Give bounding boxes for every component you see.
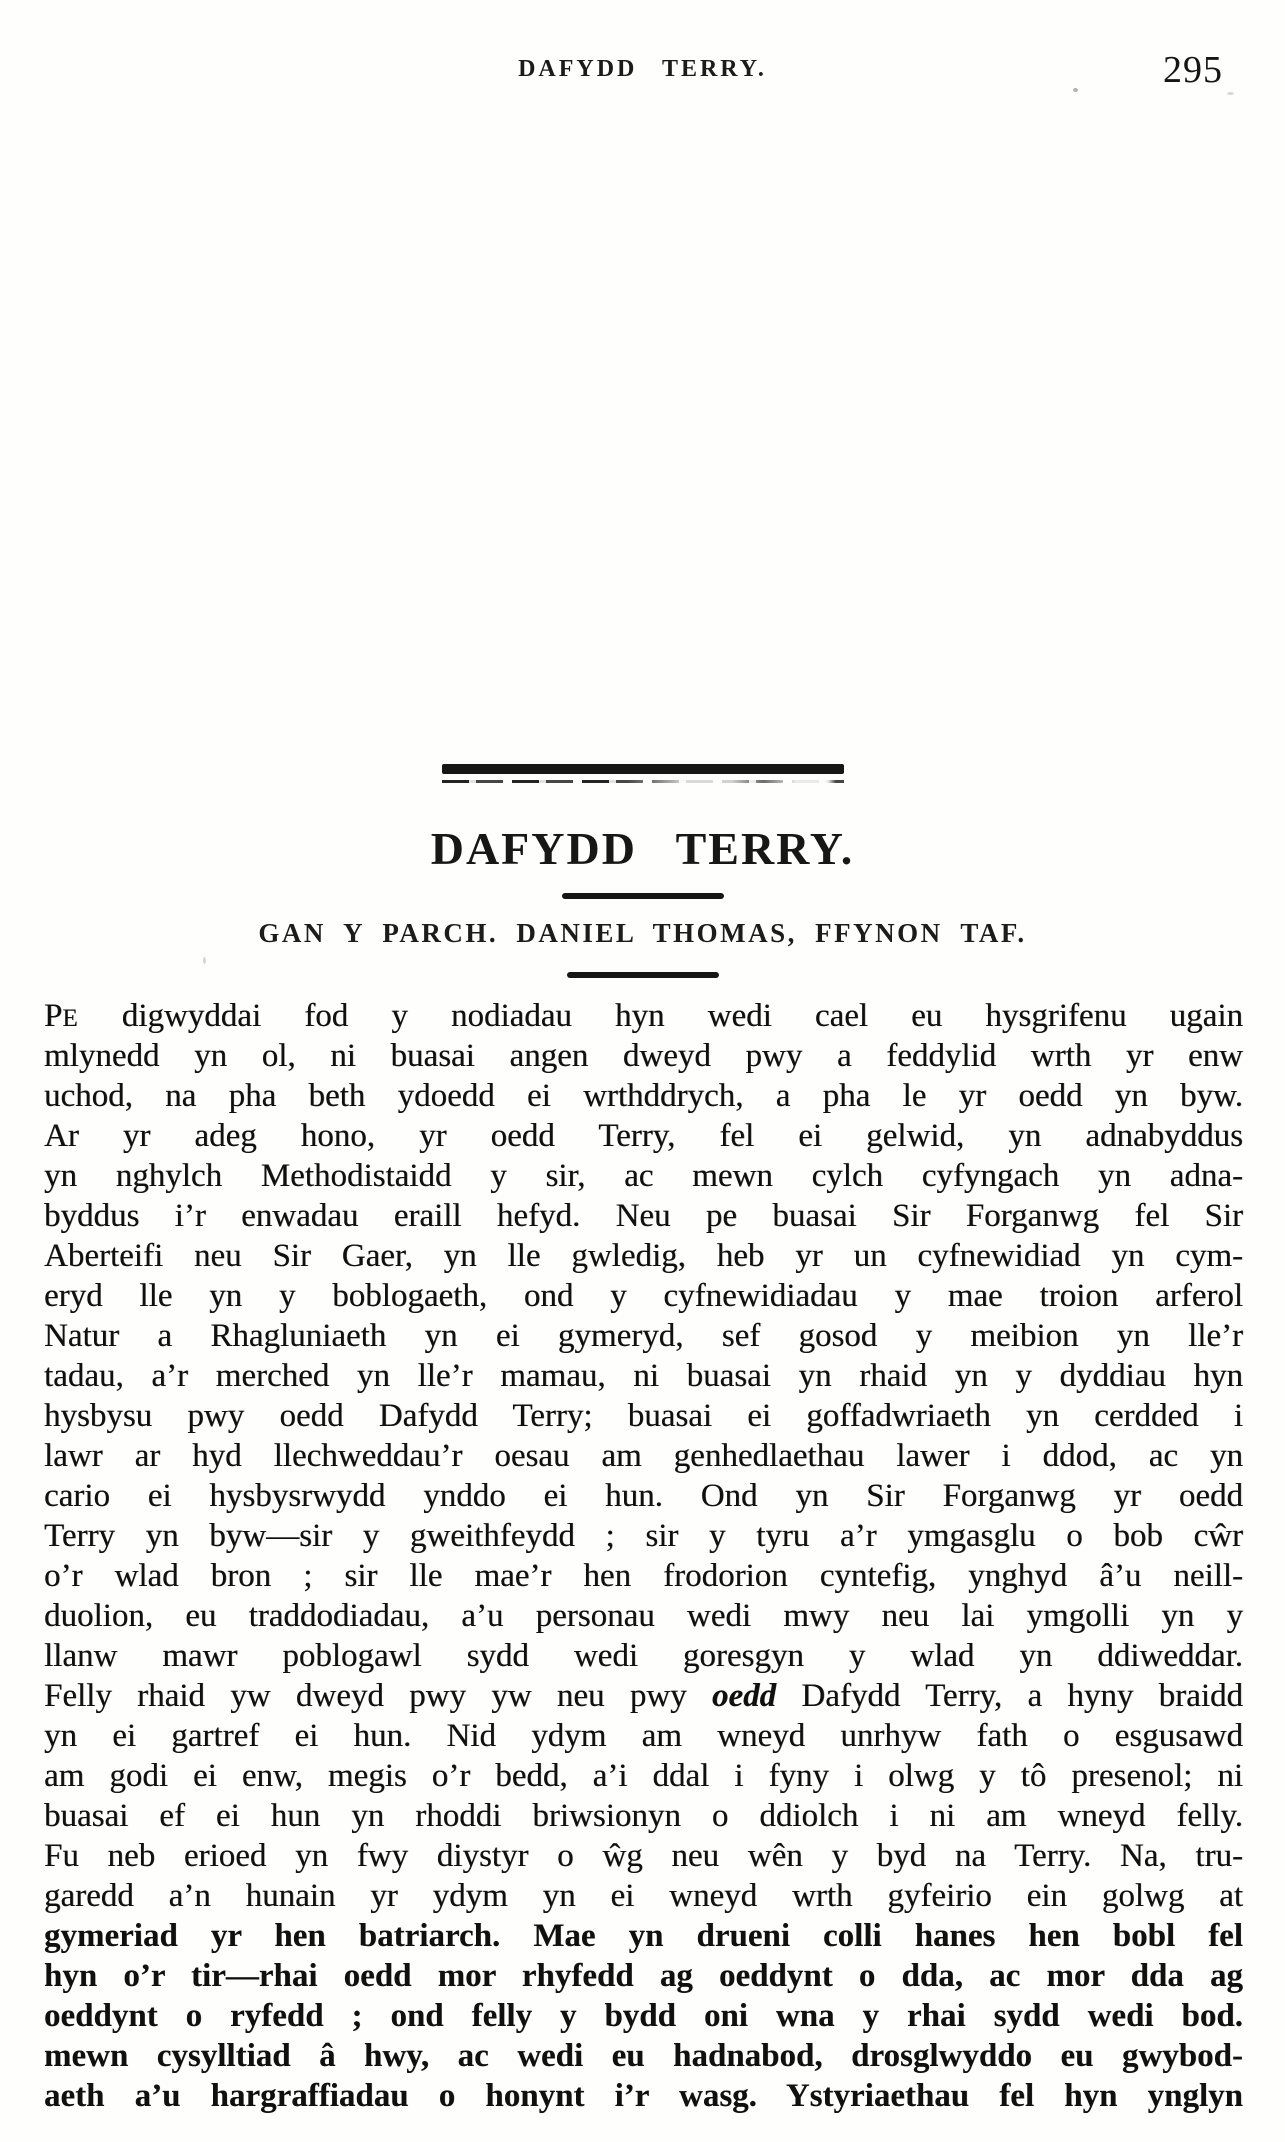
running-header-title: DAFYDD TERRY.	[518, 56, 767, 82]
text-line	[44, 1076, 1243, 1116]
running-header	[0, 49, 1285, 110]
body-text	[44, 996, 1243, 2116]
text-line	[44, 1796, 1243, 1836]
text-segment: Aberteifi neu Sir Gaer, yn lle gwledig, heb yr un cyfnewidiad yn cym-	[44, 1238, 1243, 1274]
text-line	[44, 1636, 1243, 1676]
text-segment: llanw mawr poblogawl sydd wedi goresgyn y wlad yn ddiweddar.	[44, 1638, 1243, 1674]
text-line	[44, 2036, 1243, 2076]
text-segment: mlynedd yn ol, ni buasai angen dweyd pwy a feddylid wrth yr enw	[44, 1038, 1243, 1074]
text-line	[44, 996, 1243, 1036]
text-segment: Fu neb erioed yn fwy diystyr o ŵg neu wên y byd na Terry. Na, tru-	[44, 1838, 1243, 1874]
text-line	[44, 1236, 1243, 1276]
text-line	[44, 1676, 1243, 1716]
divider-thick-rule	[442, 764, 844, 774]
byline-rule	[567, 972, 719, 978]
text-segment: aeth a’u hargraffiadau o honynt i’r wasg. Ystyriaethau fel hyn ynglyn	[44, 2078, 1243, 2114]
text-segment: lawr ar hyd llechweddau’r oesau am genhedlaethau lawer i ddod, ac yn	[44, 1438, 1243, 1474]
text-segment: eryd lle yn y boblogaeth, ond y cyfnewidiadau y mae troion arferol	[44, 1278, 1243, 1314]
text-segment: Ar yr adeg hono, yr oedd Terry, fel ei gelwid, yn adnabyddus	[44, 1118, 1243, 1154]
text-segment: duolion, eu traddodiadau, a’u personau wedi mwy neu lai ymgolli yn y	[44, 1598, 1243, 1634]
text-segment: buasai ef ei hun yn rhoddi briwsionyn o ddiolch i ni am wneyd felly.	[44, 1798, 1243, 1834]
text-segment-smallcap: E	[62, 1005, 79, 1032]
text-line	[44, 1916, 1243, 1956]
byline: GAN Y PARCH. DANIEL THOMAS, FFYNON TAF.	[258, 918, 1027, 948]
scan-speck	[1073, 88, 1078, 92]
divider-thin-rule	[442, 780, 844, 783]
text-segment: tadau, a’r merched yn lle’r mamau, ni buasai yn rhaid yn y dyddiau hyn	[44, 1358, 1243, 1394]
text-segment: yn nghylch Methodistaidd y sir, ac mewn cylch cyfyngach yn adna-	[44, 1158, 1243, 1194]
text-segment: hysbysu pwy oedd Dafydd Terry; buasai ei goffadwriaeth yn cerdded i	[44, 1398, 1243, 1434]
text-segment: Natur a Rhagluniaeth yn ei gymeryd, sef gosod y meibion yn lle’r	[44, 1318, 1243, 1354]
text-line	[44, 1516, 1243, 1556]
text-segment: am godi ei enw, megis o’r bedd, a’i ddal i fyny i olwg y tô presenol; ni	[44, 1758, 1243, 1794]
title-rule	[562, 893, 724, 899]
article-title: DAFYDD TERRY.	[430, 823, 855, 874]
section-divider-rule	[442, 764, 844, 783]
text-segment: mewn cysylltiad â hwy, ac wedi eu hadnabod, drosglwyddo eu gwybod-	[44, 2038, 1243, 2074]
text-segment-bold-italic: oedd	[711, 1678, 777, 1714]
text-line	[44, 1156, 1243, 1196]
text-segment: uchod, na pha beth ydoedd ei wrthddrych, a pha le yr oedd yn byw.	[44, 1078, 1243, 1114]
text-segment: yn ei gartref ei hun. Nid ydym am wneyd unrhyw fath o esgusawd	[44, 1718, 1243, 1754]
text-line	[44, 1596, 1243, 1636]
text-line	[44, 1356, 1243, 1396]
text-line	[44, 1476, 1243, 1516]
scan-speck	[1227, 92, 1234, 95]
text-line	[44, 1396, 1243, 1436]
text-segment: Felly rhaid yw dweyd pwy yw neu pwy	[44, 1678, 712, 1714]
text-line	[44, 1316, 1243, 1356]
scan-speck	[203, 957, 206, 964]
text-segment: hyn o’r tir—rhai oedd mor rhyfedd ag oeddynt o dda, ac mor dda ag	[44, 1958, 1243, 1994]
text-line	[44, 1756, 1243, 1796]
text-segment: gymeriad yr hen batriarch. Mae yn drueni colli hanes hen bobl fel	[44, 1918, 1243, 1954]
text-segment: o’r wlad bron ; sir lle mae’r hen frodorion cyntefig, ynghyd â’u neill-	[44, 1558, 1243, 1594]
text-segment: cario ei hysbysrwydd ynddo ei hun. Ond yn Sir Forganwg yr oedd	[44, 1478, 1243, 1514]
text-line	[44, 1876, 1243, 1916]
text-line	[44, 1436, 1243, 1476]
text-segment: byddus i’r enwadau eraill hefyd. Neu pe buasai Sir Forganwg fel Sir	[44, 1198, 1243, 1234]
text-line	[44, 1116, 1243, 1156]
text-segment: garedd a’n hunain yr ydym yn ei wneyd wrth gyfeirio ein golwg at	[44, 1878, 1243, 1914]
page-number: 295	[1163, 49, 1223, 91]
text-line	[44, 2076, 1243, 2116]
text-line	[44, 1996, 1243, 2036]
text-line	[44, 1196, 1243, 1236]
text-line	[44, 1556, 1243, 1596]
text-segment: oeddynt o ryfedd ; ond felly y bydd oni wna y rhai sydd wedi bod.	[44, 1998, 1243, 2034]
text-segment: Terry yn byw—sir y gweithfeydd ; sir y tyru a’r ymgasglu o bob cŵr	[44, 1518, 1243, 1554]
text-line	[44, 1956, 1243, 1996]
text-segment: P	[44, 998, 63, 1034]
text-line	[44, 1276, 1243, 1316]
text-segment: digwyddai fod y nodiadau hyn wedi cael eu hysgrifenu ugain	[78, 998, 1243, 1034]
text-line	[44, 1716, 1243, 1756]
text-line	[44, 1836, 1243, 1876]
text-segment: Dafydd Terry, a hyny braidd	[776, 1678, 1243, 1714]
text-line	[44, 1036, 1243, 1076]
